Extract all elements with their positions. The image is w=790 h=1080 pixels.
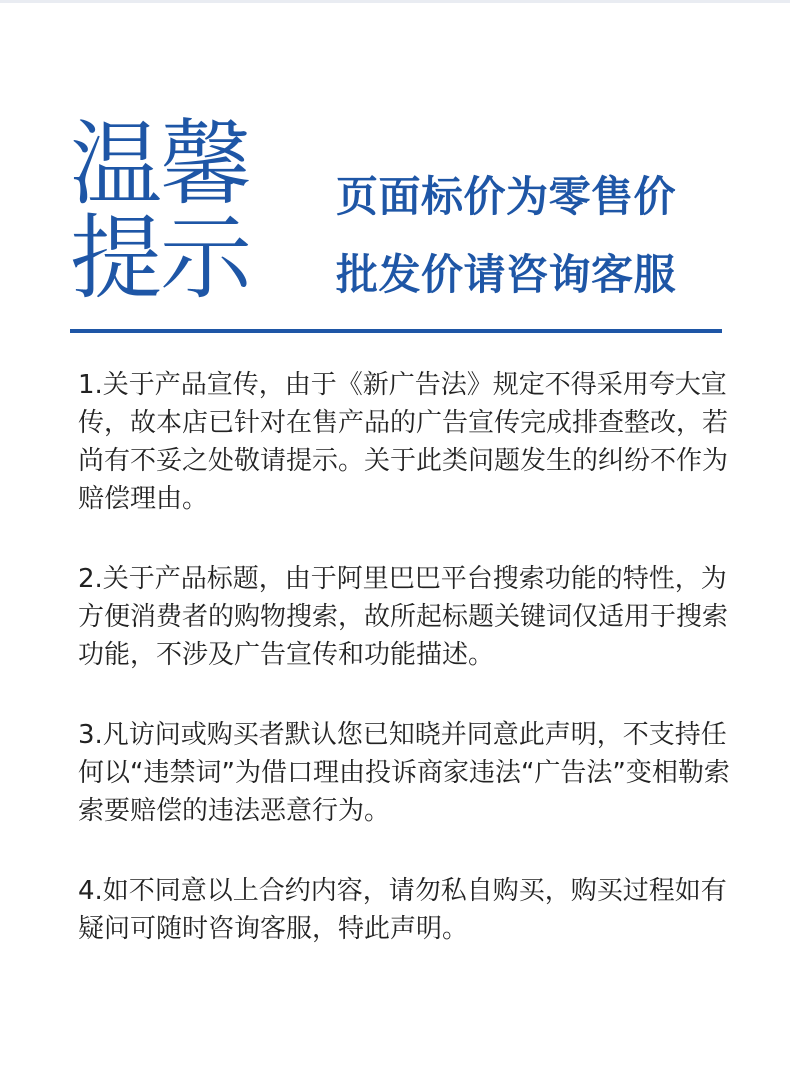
big-title	[70, 111, 270, 312]
clause-2: 2.关于产品标题，由于阿里巴巴平台搜索功能的特性，为方便消费者的购物搜索，故所起标题关键词仅适用于搜索功能，不涉及广告宣传和功能描述。	[78, 564, 729, 670]
title-divider	[70, 329, 722, 333]
top-rule	[0, 0, 790, 3]
clause-list	[78, 366, 738, 990]
clause-3: 3.凡访问或购买者默认您已知晓并同意此声明，不支持任何以“违禁词”为借口理由投诉商家违法“广告法”变相勒索索要赔偿的违法恶意行为。	[78, 720, 730, 826]
big-title-line-2: 提示	[70, 205, 251, 312]
headline-wholesale-price: 批发价请咨询客服	[336, 250, 677, 299]
clause-4: 4.如不同意以上合约内容，请勿私自购买，购买过程如有疑问可随时咨询客服，特此声明。	[78, 876, 727, 944]
headline-retail-price: 页面标价为零售价	[336, 172, 677, 221]
clause-1: 1.关于产品宣传，由于《新广告法》规定不得采用夸大宣传，故本店已针对在售产品的广告宣传完成排查整改，若尚有不妥之处敬请提示。关于此类问题发生的纠纷不作为赔偿理由。	[78, 370, 729, 514]
big-title-line-1: 温馨	[70, 111, 251, 218]
